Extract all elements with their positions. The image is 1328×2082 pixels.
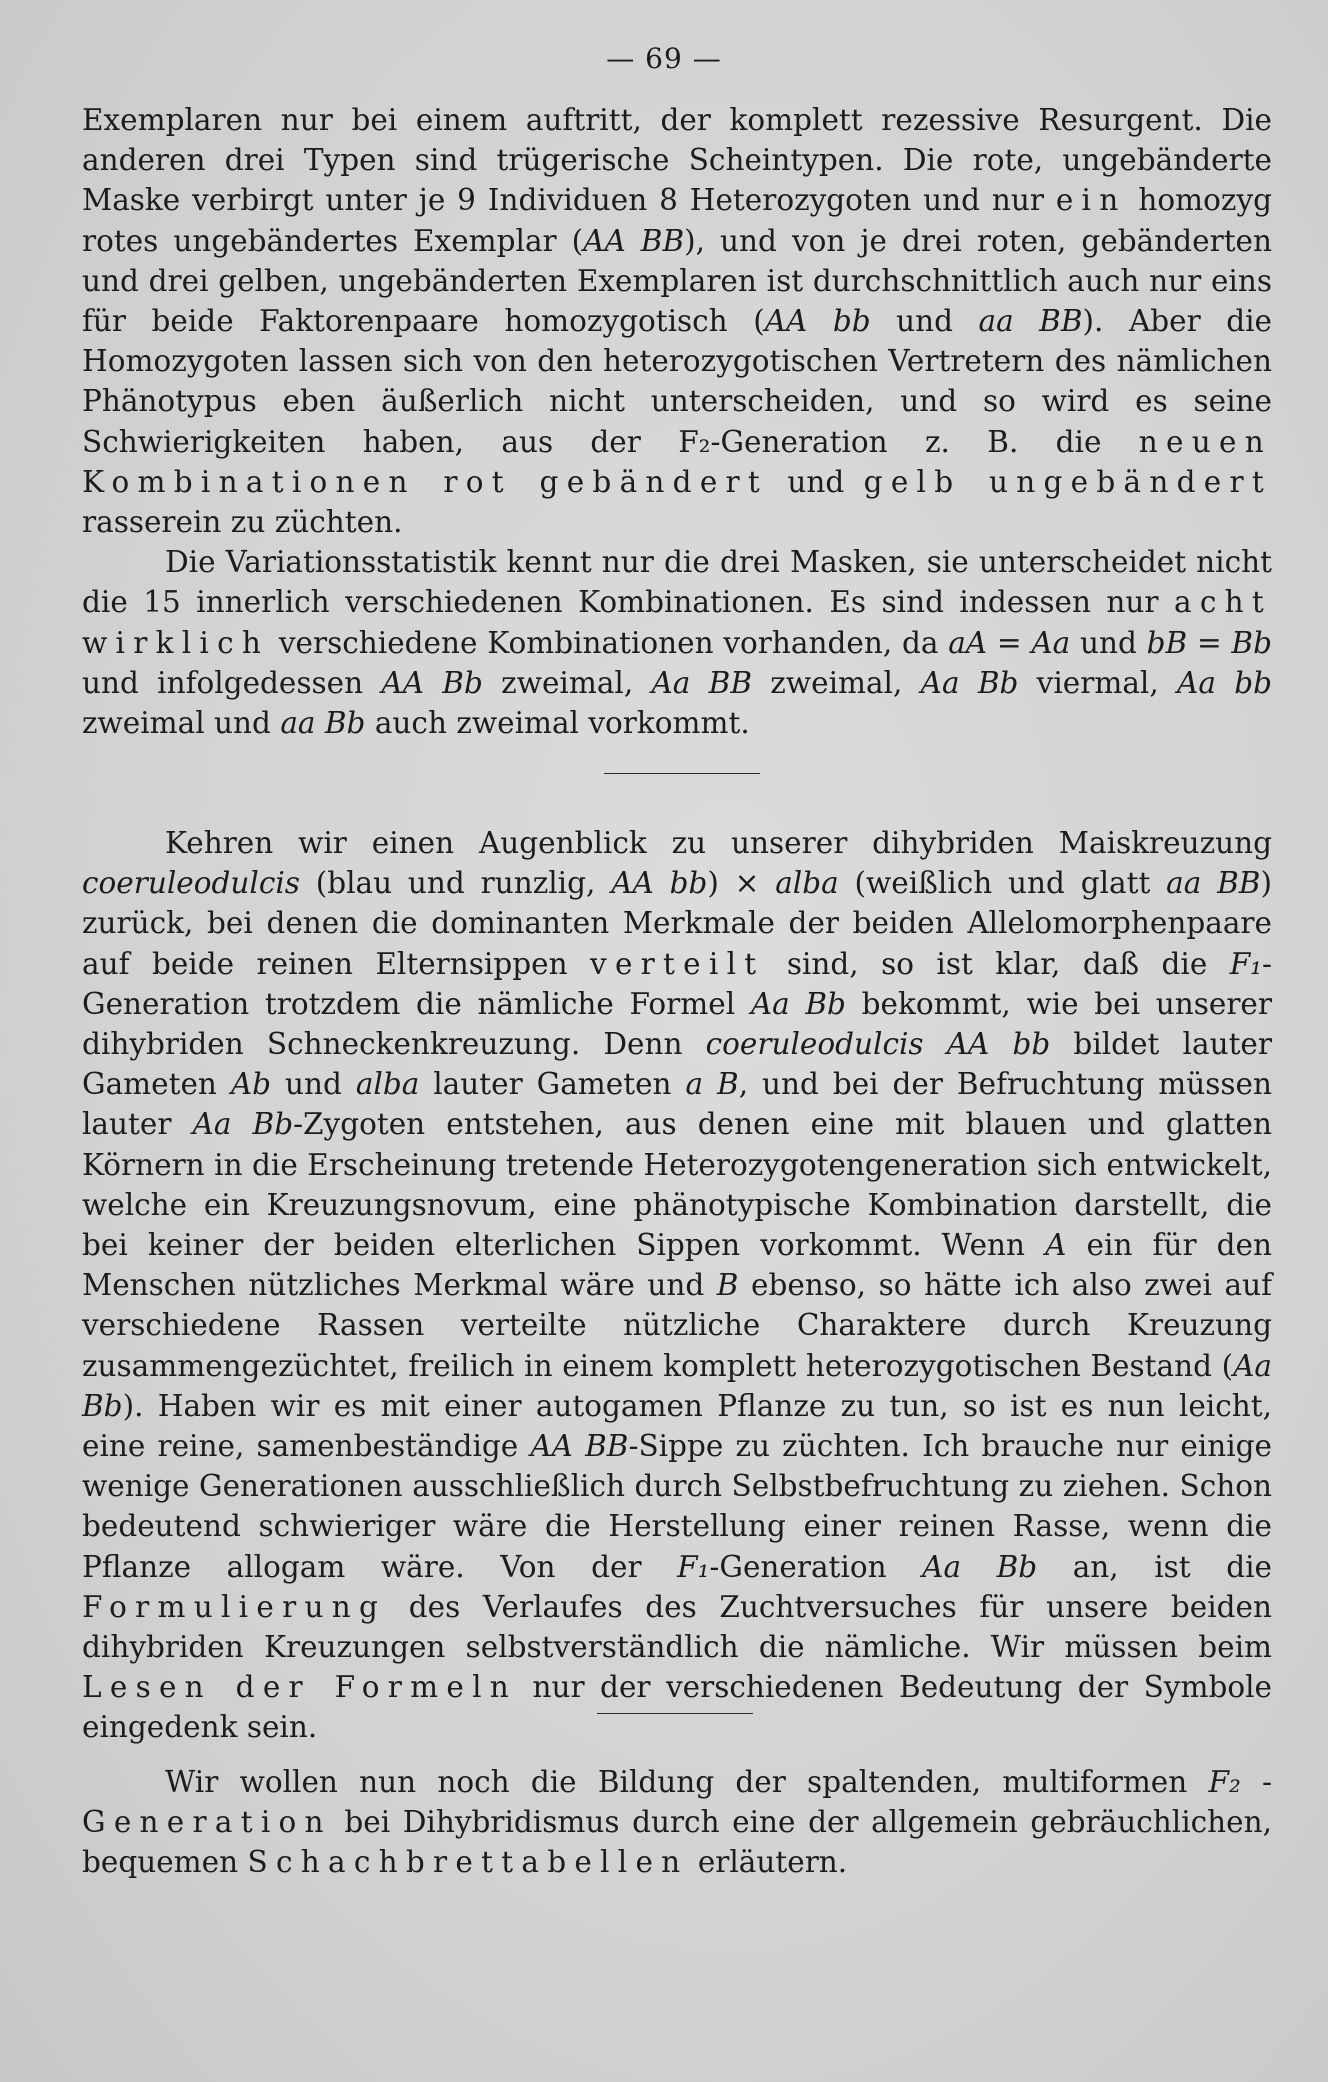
formula: Aa Bb: [750, 986, 846, 1021]
formula: a B: [685, 1067, 739, 1102]
text-run: -Sippe zu züchten. Ich brauche nur einige wenige Generationen ausschließlich durch Selbstbefruchtung zu ziehen. Schon bedeutend schwieriger wäre die Herstellung einer reinen Rasse, wenn die Pflanze allogam wäre. Von der: [82, 1429, 1273, 1584]
formula: Aa Bb: [82, 1348, 1272, 1423]
text-run: Exemplaren nur bei einem auftritt, der komplett rezessive Resurgent. Die anderen drei Typen sind trügerische Scheintypen. Die rote, ungebänderte Maske verbirgt unter je 9 Individuen 8 Heterozygoten und nur: [82, 103, 1272, 218]
formula: Aa Bb: [192, 1107, 294, 1142]
text-run: -Generation trotzdem die nämliche Formel: [82, 946, 1272, 1021]
text-run: Die Variationsstatistik kennt nur die drei Masken, sie unterscheidet nicht die 15 innerlich verschiedenen Kombinationen. Es sind indessen nur: [82, 545, 1272, 620]
text-run: -Generation: [709, 1549, 923, 1584]
text-run: ) zurück, bei denen die dominanten Merkmale der beiden Allelomorphenpaare auf beide reinen Elternsippen: [82, 866, 1272, 981]
spaced-emphasis: acht wirklich: [82, 585, 1272, 660]
formula: aa BB: [1166, 866, 1261, 901]
formula: aA: [948, 625, 988, 660]
text-run: -: [1240, 1765, 1272, 1799]
text-run: -Zygoten entstehen, aus denen eine mit blauen und glatten Körnern in die Erscheinung tretende Heterozygotengeneration sich entwickelt, welche ein Kreuzungsnovum, eine phänotypische Kombination darstellt, die bei keiner der beiden elterlichen Sippen vorkommt. Wenn: [82, 1107, 1272, 1263]
text-run: =: [987, 625, 1032, 660]
formula: AA BB: [530, 1429, 629, 1464]
text-run: bei Dihybridismus durch eine der allgemein gebräuchlichen, bequemen: [82, 1805, 1272, 1880]
text-run: , und bei der Befruchtung müssen lauter: [82, 1067, 1272, 1142]
formula: Aa bb: [1177, 665, 1272, 700]
text-run: an, ist die: [1037, 1549, 1272, 1584]
spaced-emphasis: gelb ungebändert: [863, 464, 1272, 499]
formula: bB: [1146, 625, 1188, 660]
text-run: (blau und runzlig,: [299, 866, 612, 901]
formula: AA bb: [611, 866, 708, 901]
paragraph-4: [82, 1762, 1272, 1883]
formula: A: [1045, 1228, 1067, 1263]
text-run: auch zweimal vorkommt.: [365, 706, 750, 741]
text-run: rasserein zu züchten.: [82, 505, 403, 540]
text-run: ). Haben wir es mit einer autogamen Pflanze zu tun, so ist es nun leicht, eine reine, samenbeständige: [82, 1388, 1272, 1464]
text-run: bekommt, wie bei unserer dihybriden Schneckenkreuzung. Denn: [82, 986, 1272, 1062]
text-run: homozyg rotes ungebändertes Exemplar (: [82, 183, 1272, 258]
formula: aa BB: [978, 304, 1083, 339]
text-run: zweimal,: [752, 665, 921, 700]
text-run: =: [1187, 625, 1232, 660]
spaced-emphasis: ein: [1055, 183, 1127, 218]
text-run: und: [271, 1067, 356, 1102]
term: coeruleodulcis: [82, 866, 300, 901]
formula: F₁: [677, 1549, 710, 1584]
formula: Ab: [230, 1067, 272, 1102]
text-run: (weißlich und glatt: [838, 866, 1167, 901]
term: alba: [355, 1067, 420, 1102]
text-run: sind, so ist klar, daß die: [764, 946, 1230, 981]
formula: Aa: [1031, 625, 1071, 660]
text-run: Kehren wir einen Augenblick zu unserer dihybriden Maiskreuzung: [165, 826, 1272, 860]
formula: B: [716, 1268, 739, 1303]
section-divider: [597, 1713, 753, 1714]
text-block-middle: [82, 823, 1272, 1748]
formula: aa Bb: [280, 706, 366, 741]
text-run: nur der verschiedenen Bedeutung der Symbole eingedenk sein.: [82, 1670, 1272, 1745]
paragraph-2: [82, 542, 1272, 743]
text-run: lauter Gameten: [419, 1067, 686, 1102]
text-run: und: [870, 304, 979, 339]
text-run: verschiedene Kombinationen vorhanden, da: [269, 625, 949, 660]
formula: Bb: [1231, 625, 1272, 660]
formula: Aa Bb: [922, 1549, 1038, 1584]
text-run: Wir wollen nun noch die Bildung der spaltenden, multiformen: [165, 1765, 1209, 1799]
text-run: bildet lauter Gameten: [82, 1027, 1272, 1102]
spaced-emphasis: Schachbrettabellen: [247, 1845, 689, 1880]
text-run: erläutern.: [688, 1845, 848, 1880]
text-run: und infolgedessen: [82, 665, 382, 700]
formula: Aa Bb: [920, 665, 1019, 700]
text-run: ). Aber die Homozygoten lassen sich von den heterozygotischen Vertretern des nämlichen Phänotypus eben äußerlich nicht unterscheiden, und so wird es seine Schwierigkeiten haben, aus der F₂-Generation z. B. die: [82, 304, 1272, 459]
term: alba: [775, 866, 839, 901]
paragraph-3: [82, 823, 1272, 1748]
paragraph-1: [82, 100, 1272, 542]
text-run: des Verlaufes des Zuchtversuches für unsere beiden dihybriden Kreuzungen selbstverständlich die nämliche. Wir müssen beim: [82, 1589, 1272, 1665]
text-run: zweimal,: [482, 665, 652, 700]
spaced-emphasis: neuen Kombinationen rot gebändert: [82, 424, 1272, 499]
formula: AA BB: [583, 223, 685, 258]
text-block-top: [82, 100, 1272, 743]
text-run: ), und von je drei roten, gebänderten und drei gelben, ungebänderten Exemplaren ist durchschnittlich auch nur eins für beide Faktorenpaare homozygotisch (: [82, 223, 1273, 339]
term: coeruleodulcis AA bb: [705, 1027, 1051, 1062]
text-block-bottom: [82, 1762, 1272, 1883]
text-run: ebenso, so hätte ich also zwei auf verschiedene Rassen verteilte nützliche Charaktere durch Kreuzung zusammengezüchtet, freilich in einem komplett heterozygotischen Bestand (: [82, 1268, 1272, 1383]
text-run: viermal,: [1018, 665, 1178, 700]
formula: AA bb: [764, 304, 871, 339]
text-run: ) ×: [707, 866, 776, 901]
spaced-emphasis: verteilt: [590, 946, 765, 981]
text-run: zweimal und: [82, 706, 281, 741]
text-run: ein für den Menschen nützliches Merkmal wäre und: [82, 1228, 1272, 1303]
formula: AA Bb: [381, 665, 483, 700]
formula: F₁: [1229, 946, 1263, 981]
formula: F₂: [1208, 1765, 1241, 1799]
spaced-emphasis: Generation: [82, 1805, 332, 1840]
text-run: und: [768, 464, 864, 499]
spaced-emphasis: Formulierung: [82, 1589, 387, 1624]
spaced-emphasis: Lesen der Formeln: [82, 1670, 518, 1705]
page-number: — 69 —: [606, 42, 722, 75]
section-divider: [604, 773, 760, 774]
formula: Aa BB: [651, 665, 753, 700]
text-run: und: [1070, 625, 1147, 660]
